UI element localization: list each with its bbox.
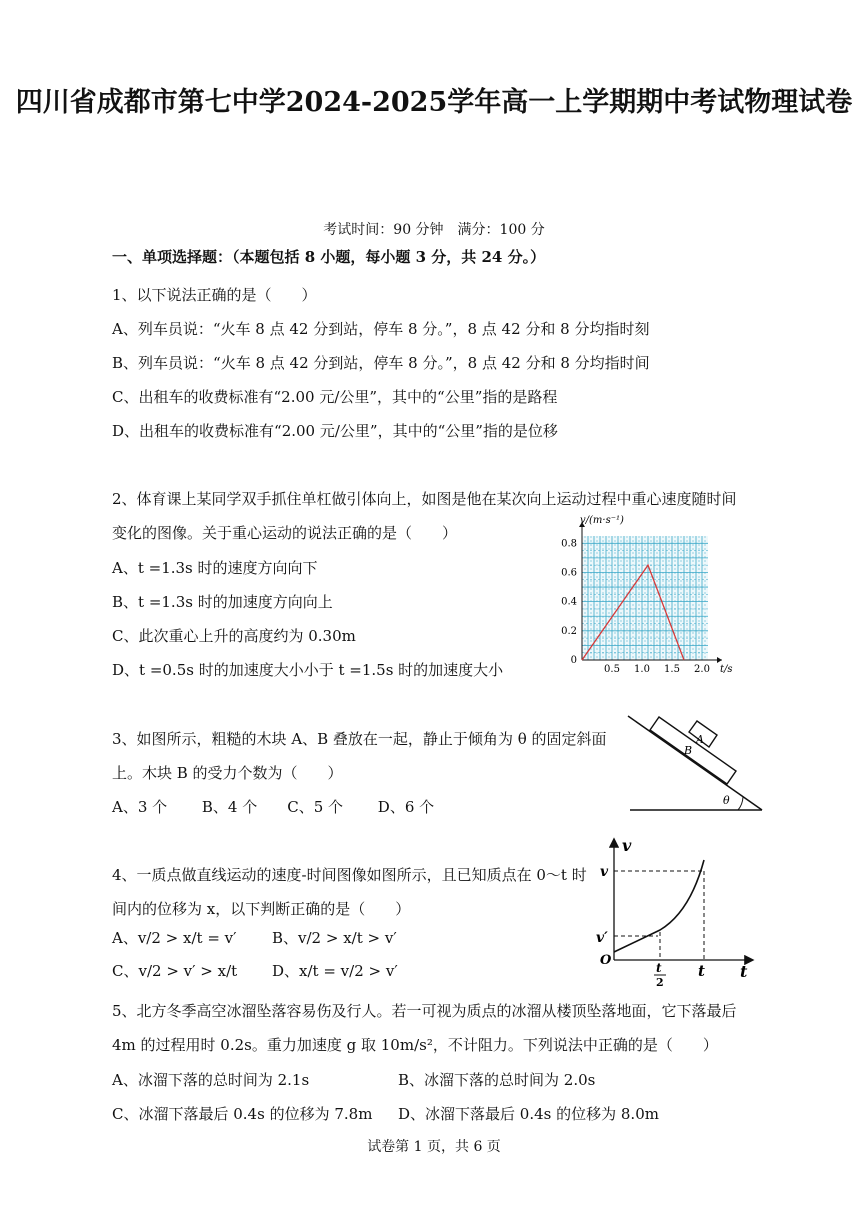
chart-x-tick-label: 1.0 <box>634 664 650 675</box>
q4-vt-graph <box>592 828 762 988</box>
q4-option-d: D、x/t = v/2 > v′ <box>272 962 398 980</box>
q3-stem-line2: 上。木块 B 的受力个数为（ ） <box>112 764 343 782</box>
chart-x-arrow <box>717 657 722 663</box>
chart-y-tick-label: 0 <box>570 655 577 666</box>
q1-option-c: C、出租车的收费标准有“2.00 元/公里”，其中的“公里”指的是路程 <box>112 388 558 406</box>
section-heading: 一、单项选择题：（本题包括 8 小题，每小题 3 分，共 24 分。） <box>112 248 546 266</box>
chart-x-label: t/s <box>720 664 733 675</box>
axis-t-label: t <box>740 962 748 981</box>
q1-stem: 1、以下说法正确的是（ ） <box>112 286 317 304</box>
incline-diagram <box>626 712 766 816</box>
velocity-time-chart <box>548 510 748 682</box>
q2-option-a: A、t =1.3s 时的速度方向向下 <box>112 559 318 577</box>
chart-y-tick-label: 0.6 <box>561 567 577 579</box>
q2-option-d: D、t =0.5s 时的加速度大小小于 t =1.5s 时的加速度大小 <box>112 661 504 679</box>
page-title: 四川省成都市第七中学2024-2025学年高一上学期期中考试物理试卷 <box>15 87 853 118</box>
velocity-curve <box>614 860 704 952</box>
q2-option-b: B、t =1.3s 时的加速度方向向上 <box>112 593 333 611</box>
q1-option-a: A、列车员说：“火车 8 点 42 分到站，停车 8 分。”，8 点 42 分和 8 分均指时刻 <box>112 320 650 338</box>
q2-option-c: C、此次重心上升的高度约为 0.30m <box>112 627 356 645</box>
q2-stem-line2: 变化的图像。关于重心运动的说法正确的是（ ） <box>112 524 458 542</box>
q3-stem-line1: 3、如图所示，粗糙的木块 A、B 叠放在一起，静止于倾角为 θ 的固定斜面 <box>112 730 607 748</box>
axis-v-label: v <box>622 836 632 855</box>
q5-stem-line1: 5、北方冬季高空冰溜坠落容易伤及行人。若一可视为质点的冰溜从楼顶坠落地面，它下落最后 <box>112 1002 737 1020</box>
origin-label: O <box>600 953 612 968</box>
page-footer: 试卷第 1 页，共 6 页 <box>367 1139 501 1155</box>
chart-y-tick-label: 0.4 <box>561 596 577 608</box>
q4-stem-line1: 4、一质点做直线运动的速度-时间图像如图所示，且已知质点在 0～t 时 <box>112 866 587 884</box>
t-label: t <box>698 962 705 980</box>
q4-option-a: A、v/2 > x/t = v′ <box>112 929 237 947</box>
half-t-numerator: t <box>656 961 662 975</box>
v-value-label: v <box>600 864 609 880</box>
label-a: A <box>696 733 704 746</box>
chart-x-tick-label: 1.5 <box>664 664 680 675</box>
q4-option-c: C、v/2 > v′ > x/t <box>112 962 238 980</box>
q1-option-d: D、出租车的收费标准有“2.00 元/公里”，其中的“公里”指的是位移 <box>112 422 558 440</box>
chart-y-label: v/(m·s⁻¹) <box>580 515 624 526</box>
q1-option-b: B、列车员说：“火车 8 点 42 分到站，停车 8 分。”，8 点 42 分和 8 分均指时间 <box>112 354 650 372</box>
q4-option-b: B、v/2 > x/t > v′ <box>272 929 397 947</box>
q4-stem-line2: 间内的位移为 x，以下判断正确的是（ ） <box>112 900 411 918</box>
q5-option-c: C、冰溜下落最后 0.4s 的位移为 7.8m <box>112 1105 373 1123</box>
incline-surface <box>628 716 762 810</box>
chart-x-tick-label: 2.0 <box>694 664 710 675</box>
q2-stem-line1: 2、体育课上某同学双手抓住单杠做引体向上，如图是他在某次向上运动过程中重心速度随时间 <box>112 490 737 508</box>
v-prime-label: v′ <box>596 930 608 946</box>
chart-x-tick-label: 0.5 <box>604 664 620 675</box>
half-t-denominator: 2 <box>656 976 664 988</box>
q3-options: A、3 个 B、4 个 C、5 个 D、6 个 <box>112 798 435 816</box>
q5-option-b: B、冰溜下落的总时间为 2.0s <box>398 1071 596 1089</box>
q5-option-d: D、冰溜下落最后 0.4s 的位移为 8.0m <box>398 1105 659 1123</box>
chart-y-tick-label: 0.8 <box>561 538 577 550</box>
chart-y-tick-label: 0.2 <box>561 625 577 637</box>
label-theta: θ <box>723 794 730 807</box>
q5-stem-line2: 4m 的过程用时 0.2s。重力加速度 g 取 10m/s²，不计阻力。下列说法中正确的是（ ） <box>112 1036 718 1054</box>
label-b: B <box>684 744 693 757</box>
exam-info: 考试时间：90 分钟 满分：100 分 <box>323 222 545 238</box>
q5-option-a: A、冰溜下落的总时间为 2.1s <box>112 1071 310 1089</box>
